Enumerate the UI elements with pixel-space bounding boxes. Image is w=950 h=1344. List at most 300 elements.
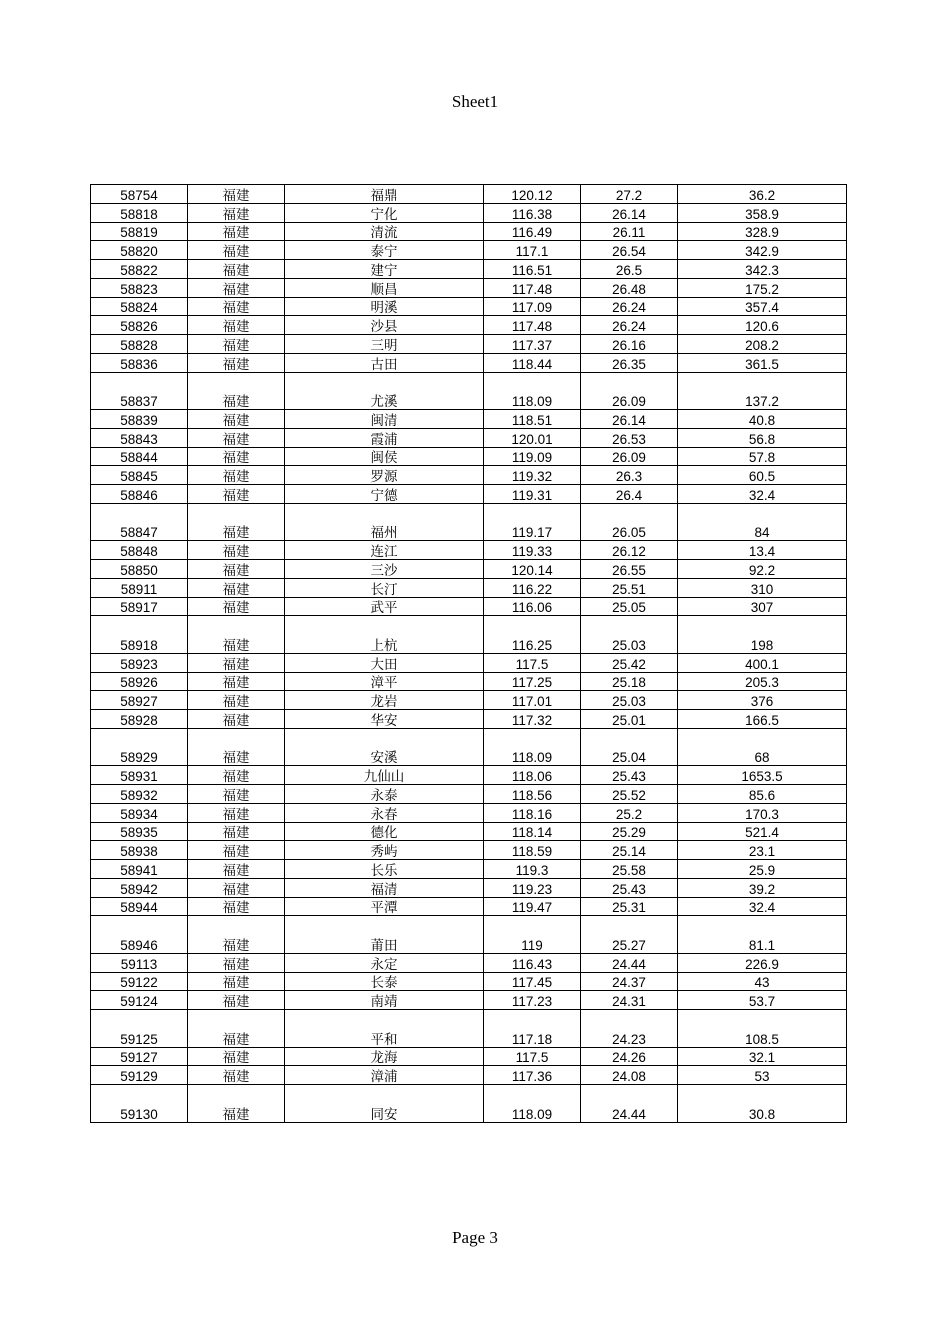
station-name-cell: 霞浦	[285, 428, 484, 447]
station-name-cell: 福州	[285, 503, 484, 541]
station-table	[90, 184, 847, 1123]
station-id-cell: 58836	[91, 353, 188, 372]
altitude-cell: 361.5	[678, 353, 847, 372]
table-row	[91, 1047, 847, 1066]
table-row	[91, 785, 847, 804]
longitude-cell: 120.12	[484, 185, 581, 204]
province-cell: 福建	[188, 372, 285, 410]
latitude-cell: 25.58	[581, 860, 678, 879]
table-row	[91, 841, 847, 860]
longitude-cell: 117.48	[484, 278, 581, 297]
page-number: Page 3	[452, 1228, 498, 1247]
longitude-cell: 119	[484, 916, 581, 954]
table-row	[91, 953, 847, 972]
latitude-cell: 26.48	[581, 278, 678, 297]
longitude-cell: 117.01	[484, 691, 581, 710]
table-row	[91, 897, 847, 916]
latitude-cell: 26.55	[581, 560, 678, 579]
table-row	[91, 972, 847, 991]
altitude-cell: 376	[678, 691, 847, 710]
station-name-cell: 福鼎	[285, 185, 484, 204]
altitude-cell: 53.7	[678, 991, 847, 1010]
longitude-cell: 118.56	[484, 785, 581, 804]
station-name-cell: 南靖	[285, 991, 484, 1010]
table-row	[91, 260, 847, 279]
province-cell: 福建	[188, 503, 285, 541]
table-row	[91, 1066, 847, 1085]
longitude-cell: 117.18	[484, 1010, 581, 1048]
latitude-cell: 24.23	[581, 1010, 678, 1048]
table-row	[91, 1010, 847, 1048]
table-row	[91, 728, 847, 766]
latitude-cell: 24.44	[581, 953, 678, 972]
station-id-cell: 58837	[91, 372, 188, 410]
station-name-cell: 宁化	[285, 203, 484, 222]
station-id-cell: 59113	[91, 953, 188, 972]
province-cell: 福建	[188, 1066, 285, 1085]
station-name-cell: 安溪	[285, 728, 484, 766]
province-cell: 福建	[188, 860, 285, 879]
table-row	[91, 766, 847, 785]
station-id-cell: 58826	[91, 316, 188, 335]
altitude-cell: 120.6	[678, 316, 847, 335]
station-id-cell: 58846	[91, 485, 188, 504]
altitude-cell: 357.4	[678, 297, 847, 316]
station-name-cell: 莆田	[285, 916, 484, 954]
station-name-cell: 建宁	[285, 260, 484, 279]
altitude-cell: 39.2	[678, 878, 847, 897]
station-id-cell: 58944	[91, 897, 188, 916]
station-id-cell: 58923	[91, 653, 188, 672]
table-row	[91, 222, 847, 241]
longitude-cell: 120.01	[484, 428, 581, 447]
longitude-cell: 117.25	[484, 672, 581, 691]
latitude-cell: 25.29	[581, 822, 678, 841]
table-row	[91, 278, 847, 297]
station-id-cell: 58848	[91, 541, 188, 560]
longitude-cell: 119.3	[484, 860, 581, 879]
province-cell: 福建	[188, 278, 285, 297]
latitude-cell: 26.5	[581, 260, 678, 279]
latitude-cell: 25.14	[581, 841, 678, 860]
station-name-cell: 平潭	[285, 897, 484, 916]
station-id-cell: 58941	[91, 860, 188, 879]
province-cell: 福建	[188, 335, 285, 354]
altitude-cell: 1653.5	[678, 766, 847, 785]
table-row	[91, 353, 847, 372]
altitude-cell: 175.2	[678, 278, 847, 297]
province-cell: 福建	[188, 953, 285, 972]
station-id-cell: 58918	[91, 616, 188, 654]
station-name-cell: 平和	[285, 1010, 484, 1048]
longitude-cell: 119.31	[484, 485, 581, 504]
station-name-cell: 永春	[285, 803, 484, 822]
longitude-cell: 116.06	[484, 597, 581, 616]
longitude-cell: 119.47	[484, 897, 581, 916]
latitude-cell: 25.2	[581, 803, 678, 822]
province-cell: 福建	[188, 803, 285, 822]
latitude-cell: 25.52	[581, 785, 678, 804]
table-row	[91, 822, 847, 841]
table-row	[91, 916, 847, 954]
latitude-cell: 26.12	[581, 541, 678, 560]
station-id-cell: 58931	[91, 766, 188, 785]
station-id-cell: 58926	[91, 672, 188, 691]
table-row	[91, 185, 847, 204]
altitude-cell: 92.2	[678, 560, 847, 579]
station-id-cell: 59129	[91, 1066, 188, 1085]
latitude-cell: 26.16	[581, 335, 678, 354]
latitude-cell: 26.11	[581, 222, 678, 241]
sheet-title: Sheet1	[451, 92, 499, 111]
altitude-cell: 32.1	[678, 1047, 847, 1066]
station-name-cell: 长乐	[285, 860, 484, 879]
province-cell: 福建	[188, 616, 285, 654]
latitude-cell: 24.26	[581, 1047, 678, 1066]
table-row	[91, 710, 847, 729]
province-cell: 福建	[188, 410, 285, 429]
table-row	[91, 466, 847, 485]
province-cell: 福建	[188, 578, 285, 597]
altitude-cell: 342.9	[678, 241, 847, 260]
altitude-cell: 84	[678, 503, 847, 541]
table-row	[91, 541, 847, 560]
longitude-cell: 118.51	[484, 410, 581, 429]
latitude-cell: 26.4	[581, 485, 678, 504]
longitude-cell: 118.14	[484, 822, 581, 841]
longitude-cell: 120.14	[484, 560, 581, 579]
province-cell: 福建	[188, 185, 285, 204]
altitude-cell: 56.8	[678, 428, 847, 447]
station-id-cell: 59127	[91, 1047, 188, 1066]
station-name-cell: 闽清	[285, 410, 484, 429]
altitude-cell: 25.9	[678, 860, 847, 879]
province-cell: 福建	[188, 916, 285, 954]
altitude-cell: 85.6	[678, 785, 847, 804]
latitude-cell: 25.18	[581, 672, 678, 691]
longitude-cell: 118.06	[484, 766, 581, 785]
longitude-cell: 116.51	[484, 260, 581, 279]
station-name-cell: 长泰	[285, 972, 484, 991]
station-name-cell: 漳浦	[285, 1066, 484, 1085]
altitude-cell: 23.1	[678, 841, 847, 860]
table-row	[91, 447, 847, 466]
altitude-cell: 208.2	[678, 335, 847, 354]
altitude-cell: 400.1	[678, 653, 847, 672]
province-cell: 福建	[188, 1047, 285, 1066]
station-id-cell: 58935	[91, 822, 188, 841]
station-name-cell: 永泰	[285, 785, 484, 804]
altitude-cell: 108.5	[678, 1010, 847, 1048]
table-row	[91, 653, 847, 672]
altitude-cell: 32.4	[678, 485, 847, 504]
station-name-cell: 三沙	[285, 560, 484, 579]
province-cell: 福建	[188, 222, 285, 241]
altitude-cell: 521.4	[678, 822, 847, 841]
latitude-cell: 25.51	[581, 578, 678, 597]
station-id-cell: 59122	[91, 972, 188, 991]
latitude-cell: 25.05	[581, 597, 678, 616]
longitude-cell: 117.48	[484, 316, 581, 335]
altitude-cell: 13.4	[678, 541, 847, 560]
station-name-cell: 福清	[285, 878, 484, 897]
altitude-cell: 57.8	[678, 447, 847, 466]
longitude-cell: 119.09	[484, 447, 581, 466]
station-name-cell: 同安	[285, 1085, 484, 1123]
station-name-cell: 上杭	[285, 616, 484, 654]
altitude-cell: 53	[678, 1066, 847, 1085]
station-id-cell: 59125	[91, 1010, 188, 1048]
province-cell: 福建	[188, 203, 285, 222]
station-name-cell: 三明	[285, 335, 484, 354]
longitude-cell: 117.1	[484, 241, 581, 260]
altitude-cell: 60.5	[678, 466, 847, 485]
table-row	[91, 616, 847, 654]
station-name-cell: 尤溪	[285, 372, 484, 410]
station-name-cell: 武平	[285, 597, 484, 616]
province-cell: 福建	[188, 1085, 285, 1123]
table-row	[91, 372, 847, 410]
station-id-cell: 58850	[91, 560, 188, 579]
altitude-cell: 81.1	[678, 916, 847, 954]
table-row	[91, 503, 847, 541]
latitude-cell: 25.43	[581, 878, 678, 897]
station-id-cell: 58946	[91, 916, 188, 954]
longitude-cell: 118.59	[484, 841, 581, 860]
longitude-cell: 117.5	[484, 653, 581, 672]
latitude-cell: 25.42	[581, 653, 678, 672]
altitude-cell: 342.3	[678, 260, 847, 279]
station-id-cell: 58929	[91, 728, 188, 766]
province-cell: 福建	[188, 972, 285, 991]
latitude-cell: 26.05	[581, 503, 678, 541]
table-row	[91, 410, 847, 429]
altitude-cell: 166.5	[678, 710, 847, 729]
latitude-cell: 25.01	[581, 710, 678, 729]
station-id-cell: 59130	[91, 1085, 188, 1123]
station-id-cell: 58819	[91, 222, 188, 241]
altitude-cell: 30.8	[678, 1085, 847, 1123]
province-cell: 福建	[188, 485, 285, 504]
province-cell: 福建	[188, 728, 285, 766]
latitude-cell: 24.44	[581, 1085, 678, 1123]
station-table-body	[91, 185, 847, 1123]
latitude-cell: 26.53	[581, 428, 678, 447]
station-name-cell: 长汀	[285, 578, 484, 597]
station-name-cell: 沙县	[285, 316, 484, 335]
station-name-cell: 连江	[285, 541, 484, 560]
table-row	[91, 485, 847, 504]
table-row	[91, 203, 847, 222]
altitude-cell: 36.2	[678, 185, 847, 204]
station-id-cell: 58934	[91, 803, 188, 822]
table-row	[91, 241, 847, 260]
longitude-cell: 119.33	[484, 541, 581, 560]
province-cell: 福建	[188, 672, 285, 691]
latitude-cell: 27.2	[581, 185, 678, 204]
latitude-cell: 26.24	[581, 297, 678, 316]
altitude-cell: 310	[678, 578, 847, 597]
latitude-cell: 26.24	[581, 316, 678, 335]
latitude-cell: 24.08	[581, 1066, 678, 1085]
latitude-cell: 26.09	[581, 447, 678, 466]
latitude-cell: 25.03	[581, 616, 678, 654]
station-id-cell: 58847	[91, 503, 188, 541]
latitude-cell: 26.54	[581, 241, 678, 260]
province-cell: 福建	[188, 297, 285, 316]
province-cell: 福建	[188, 428, 285, 447]
station-name-cell: 泰宁	[285, 241, 484, 260]
longitude-cell: 118.09	[484, 1085, 581, 1123]
station-id-cell: 58818	[91, 203, 188, 222]
table-row	[91, 578, 847, 597]
province-cell: 福建	[188, 991, 285, 1010]
altitude-cell: 358.9	[678, 203, 847, 222]
province-cell: 福建	[188, 841, 285, 860]
province-cell: 福建	[188, 316, 285, 335]
table-row	[91, 803, 847, 822]
province-cell: 福建	[188, 597, 285, 616]
station-name-cell: 清流	[285, 222, 484, 241]
longitude-cell: 116.43	[484, 953, 581, 972]
longitude-cell: 117.32	[484, 710, 581, 729]
station-id-cell: 58845	[91, 466, 188, 485]
station-id-cell: 58820	[91, 241, 188, 260]
longitude-cell: 118.09	[484, 372, 581, 410]
station-id-cell: 58822	[91, 260, 188, 279]
station-id-cell: 59124	[91, 991, 188, 1010]
station-name-cell: 德化	[285, 822, 484, 841]
station-id-cell: 58828	[91, 335, 188, 354]
altitude-cell: 32.4	[678, 897, 847, 916]
latitude-cell: 25.31	[581, 897, 678, 916]
latitude-cell: 24.31	[581, 991, 678, 1010]
longitude-cell: 117.37	[484, 335, 581, 354]
station-name-cell: 永定	[285, 953, 484, 972]
longitude-cell: 116.38	[484, 203, 581, 222]
table-row	[91, 860, 847, 879]
province-cell: 福建	[188, 447, 285, 466]
latitude-cell: 25.03	[581, 691, 678, 710]
latitude-cell: 26.09	[581, 372, 678, 410]
table-row	[91, 297, 847, 316]
station-id-cell: 58843	[91, 428, 188, 447]
province-cell: 福建	[188, 353, 285, 372]
station-name-cell: 古田	[285, 353, 484, 372]
longitude-cell: 119.23	[484, 878, 581, 897]
latitude-cell: 26.14	[581, 203, 678, 222]
station-name-cell: 龙岩	[285, 691, 484, 710]
latitude-cell: 26.35	[581, 353, 678, 372]
table-row	[91, 316, 847, 335]
longitude-cell: 117.5	[484, 1047, 581, 1066]
province-cell: 福建	[188, 822, 285, 841]
station-id-cell: 58911	[91, 578, 188, 597]
longitude-cell: 116.49	[484, 222, 581, 241]
province-cell: 福建	[188, 541, 285, 560]
latitude-cell: 25.27	[581, 916, 678, 954]
station-id-cell: 58938	[91, 841, 188, 860]
station-id-cell: 58824	[91, 297, 188, 316]
table-row	[91, 335, 847, 354]
station-name-cell: 大田	[285, 653, 484, 672]
station-name-cell: 罗源	[285, 466, 484, 485]
table-row	[91, 428, 847, 447]
longitude-cell: 118.44	[484, 353, 581, 372]
table-row	[91, 691, 847, 710]
station-name-cell: 华安	[285, 710, 484, 729]
table-row	[91, 991, 847, 1010]
station-id-cell: 58932	[91, 785, 188, 804]
longitude-cell: 116.25	[484, 616, 581, 654]
altitude-cell: 307	[678, 597, 847, 616]
table-row	[91, 597, 847, 616]
latitude-cell: 25.43	[581, 766, 678, 785]
longitude-cell: 118.09	[484, 728, 581, 766]
longitude-cell: 117.23	[484, 991, 581, 1010]
province-cell: 福建	[188, 560, 285, 579]
longitude-cell: 118.16	[484, 803, 581, 822]
longitude-cell: 116.22	[484, 578, 581, 597]
longitude-cell: 119.17	[484, 503, 581, 541]
station-id-cell: 58844	[91, 447, 188, 466]
station-name-cell: 龙海	[285, 1047, 484, 1066]
station-name-cell: 秀屿	[285, 841, 484, 860]
altitude-cell: 43	[678, 972, 847, 991]
altitude-cell: 328.9	[678, 222, 847, 241]
altitude-cell: 68	[678, 728, 847, 766]
station-name-cell: 明溪	[285, 297, 484, 316]
latitude-cell: 26.3	[581, 466, 678, 485]
longitude-cell: 119.32	[484, 466, 581, 485]
province-cell: 福建	[188, 466, 285, 485]
altitude-cell: 170.3	[678, 803, 847, 822]
province-cell: 福建	[188, 710, 285, 729]
province-cell: 福建	[188, 897, 285, 916]
altitude-cell: 226.9	[678, 953, 847, 972]
table-row	[91, 1085, 847, 1123]
altitude-cell: 137.2	[678, 372, 847, 410]
station-id-cell: 58917	[91, 597, 188, 616]
station-name-cell: 九仙山	[285, 766, 484, 785]
station-id-cell: 58927	[91, 691, 188, 710]
station-name-cell: 宁德	[285, 485, 484, 504]
latitude-cell: 26.14	[581, 410, 678, 429]
province-cell: 福建	[188, 785, 285, 804]
station-id-cell: 58928	[91, 710, 188, 729]
province-cell: 福建	[188, 260, 285, 279]
station-id-cell: 58754	[91, 185, 188, 204]
station-name-cell: 闽侯	[285, 447, 484, 466]
altitude-cell: 205.3	[678, 672, 847, 691]
station-id-cell: 58942	[91, 878, 188, 897]
station-id-cell: 58823	[91, 278, 188, 297]
province-cell: 福建	[188, 241, 285, 260]
longitude-cell: 117.45	[484, 972, 581, 991]
longitude-cell: 117.36	[484, 1066, 581, 1085]
table-row	[91, 560, 847, 579]
longitude-cell: 117.09	[484, 297, 581, 316]
latitude-cell: 25.04	[581, 728, 678, 766]
province-cell: 福建	[188, 653, 285, 672]
province-cell: 福建	[188, 878, 285, 897]
table-row	[91, 672, 847, 691]
latitude-cell: 24.37	[581, 972, 678, 991]
altitude-cell: 198	[678, 616, 847, 654]
station-name-cell: 顺昌	[285, 278, 484, 297]
province-cell: 福建	[188, 1010, 285, 1048]
altitude-cell: 40.8	[678, 410, 847, 429]
